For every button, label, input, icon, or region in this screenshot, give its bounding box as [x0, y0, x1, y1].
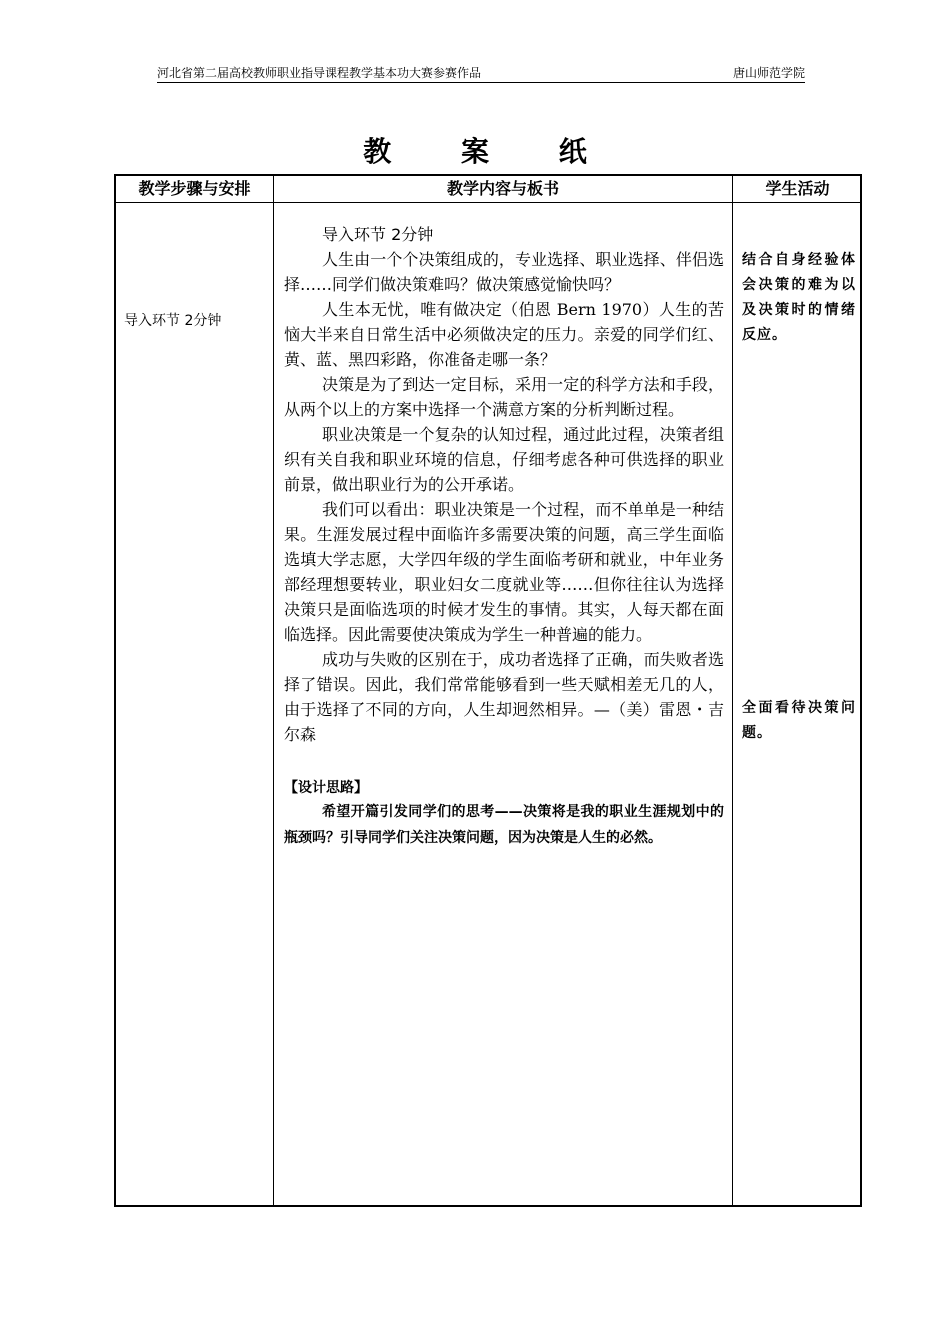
- content-paragraph: 人生本无忧，唯有做决定（伯恩 Bern 1970）人生的苦恼大半来自日常生活中必须做决定的压力。亲爱的同学们红、黄、蓝、黑四彩路，你准备走哪一条？: [284, 300, 724, 369]
- student-activity: 结合自身经验体会决策的难为以及决策时的情绪反应。: [742, 252, 856, 343]
- content-heading: 导入环节 2分钟: [322, 225, 434, 244]
- step-label: 导入环节 2分钟: [124, 313, 222, 329]
- content-paragraph: 人生由一个个决策组成的，专业选择、职业选择、伴侣选择……同学们做决策难吗？做决策感觉愉快吗？: [284, 250, 724, 294]
- header-school-name: 唐山师范学院: [732, 66, 805, 80]
- design-idea-title: 【设计思路】: [284, 780, 368, 796]
- header-row-divider: [116, 202, 860, 203]
- page-header: [157, 64, 805, 83]
- column-divider: [273, 176, 274, 1205]
- lesson-plan-table: [114, 174, 862, 1207]
- content-paragraph: 职业决策是一个复杂的认知过程，通过此过程，决策者组织有关自我和职业环境的信息，仔细考虑各种可供选择的职业前景，做出职业行为的公开承诺。: [284, 425, 724, 494]
- column-header-content: 教学内容与板书: [446, 179, 559, 198]
- student-activity: 全面看待决策问题。: [742, 700, 856, 741]
- header-competition-title: 河北省第二届高校教师职业指导课程教学基本功大赛参赛作品: [157, 66, 482, 80]
- content-paragraph: 决策是为了到达一定目标，采用一定的科学方法和手段，从两个以上的方案中选择一个满意方案的分析判断过程。: [284, 375, 724, 419]
- page-title: 教 案 纸: [363, 135, 617, 168]
- column-header-activity: 学生活动: [765, 179, 830, 198]
- teaching-content: [284, 222, 724, 851]
- column-divider: [732, 176, 733, 1205]
- column-header-steps: 教学步骤与安排: [138, 179, 251, 198]
- content-paragraph: 成功与失败的区别在于，成功者选择了正确，而失败者选择了错误。因此，我们常常能够看到一些天赋相差无几的人，由于选择了不同的方向，人生却迥然相异。—（美）雷恩・吉尔森: [284, 650, 724, 744]
- design-idea-body: 希望开篇引发同学们的思考——决策将是我的职业生涯规划中的瓶颈吗？引导同学们关注决策问题，因为决策是人生的必然。: [284, 804, 724, 846]
- content-paragraph: 我们可以看出：职业决策是一个过程，而不单单是一种结果。生涯发展过程中面临许多需要决策的问题，高三学生面临选填大学志愿，大学四年级的学生面临考研和就业，中年业务部经理想要转业，职业妇女二度就业等……但你往往认为选择决策只是面临选项的时候才发生的事情。其实，人每天都在面临选择。因此需要使决策成为学生一种普遍的能力。: [284, 500, 724, 644]
